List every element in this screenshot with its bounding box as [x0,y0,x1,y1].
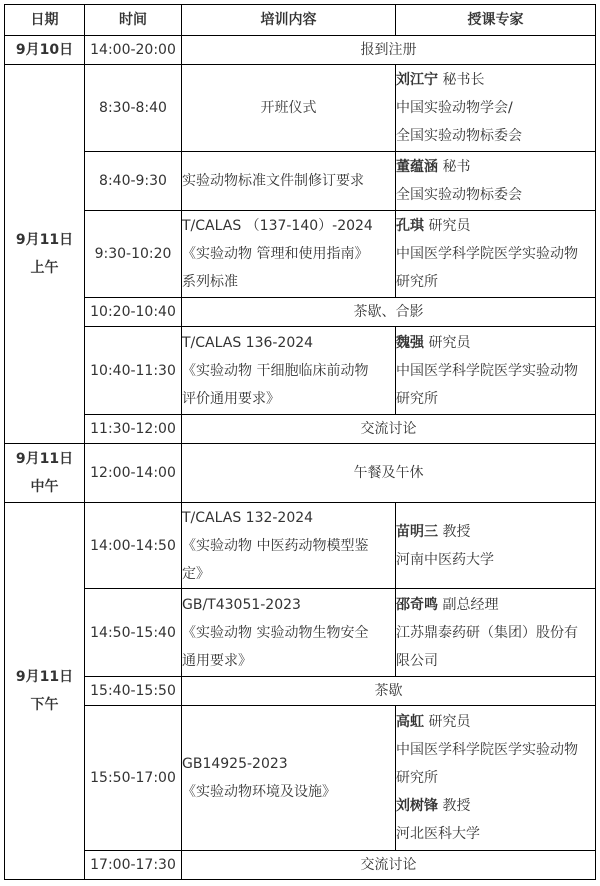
time-cell: 8:30-8:40 [85,65,182,152]
table-row [5,36,596,65]
table-row [5,415,596,444]
date-cell [5,444,85,503]
date-day: 9月11日 [15,232,74,248]
activity-cell: 报到注册 [182,36,596,65]
expert-org: 江苏鼎泰药研（集团）股份有 [396,624,578,641]
expert-org: 研究所 [396,390,438,407]
activity-cell: 茶歇 [182,677,596,706]
expert-title: 教授 [442,523,471,540]
expert-name: 高虹 [396,714,424,730]
expert-org: 研究所 [396,770,438,786]
expert-title: 副总经理 [442,596,499,613]
activity-cell: 交流讨论 [182,851,596,880]
content-cell [182,211,396,298]
expert-title: 研究员 [428,714,471,730]
expert-org: 河南中医药大学 [396,551,494,568]
expert-org: 河北医科大学 [396,826,480,842]
content-line: 《实验动物 干细胞临床前动物 [182,362,369,379]
date-day: 9月11日 [15,669,74,685]
time-cell: 15:50-17:00 [85,706,182,851]
activity-cell: 交流讨论 [182,415,596,444]
time-cell: 12:00-14:00 [85,444,182,503]
time-cell: 11:30-12:00 [85,415,182,444]
header-expert: 授课专家 [396,5,596,36]
expert-name: 孔琪 [396,218,424,234]
training-schedule-table [4,4,596,880]
expert-org: 中国实验动物学会/ [396,100,513,116]
content-line: GB14925-2023 [182,756,288,772]
content-line: 《实验动物 中医药动物模型鉴 [182,537,369,554]
expert-cell [396,589,596,677]
content-cell [182,503,396,589]
date-cell [5,503,85,880]
activity-cell: 午餐及午休 [182,444,596,503]
activity-cell: 茶歇、合影 [182,298,596,327]
table-row [5,444,596,503]
content-cell [182,589,396,677]
header-date: 日期 [5,5,85,36]
content-line: 评价通用要求》 [182,390,280,407]
expert-cell [396,503,596,589]
expert-org: 中国医学科学院医学实验动物 [396,246,578,262]
table-row [5,152,596,211]
date-cell: 9月10日 [5,36,85,65]
table-row [5,211,596,298]
expert-name: 邵奇鸣 [396,596,438,613]
content-line: T/CALAS 132-2024 [182,509,314,526]
expert-cell [396,706,596,851]
time-cell: 14:00-14:50 [85,503,182,589]
table-row [5,589,596,677]
time-cell: 17:00-17:30 [85,851,182,880]
expert-org: 研究所 [396,274,438,290]
expert-org: 限公司 [396,652,438,669]
expert-name: 刘江宁 [396,72,438,88]
date-period: 中午 [30,479,59,495]
expert-cell [396,327,596,415]
expert-org: 中国医学科学院医学实验动物 [396,742,578,758]
time-cell: 15:40-15:50 [85,677,182,706]
table-row [5,677,596,706]
date-day: 9月11日 [15,451,74,467]
expert-title: 秘书长 [442,72,485,88]
content-line: 《实验动物 实验动物生物安全 [182,624,369,641]
time-cell: 10:40-11:30 [85,327,182,415]
expert-name: 魏强 [396,334,424,351]
date-cell [5,65,85,444]
content-line: 定》 [182,565,210,582]
expert-title: 研究员 [428,218,471,234]
expert-title: 研究员 [428,334,471,351]
date-period: 下午 [30,697,59,713]
content-line: 系列标准 [182,274,238,290]
content-line: 实验动物标准文件制修订要求 [182,173,364,189]
time-cell: 14:50-15:40 [85,589,182,677]
content-line: T/CALAS （137-140）-2024 [182,218,373,234]
content-line: 通用要求》 [182,652,252,669]
content-cell [182,327,396,415]
time-cell: 10:20-10:40 [85,298,182,327]
content-cell [182,152,396,211]
table-row [5,65,596,152]
table-row [5,706,596,851]
expert-name: 苗明三 [396,523,438,540]
expert-org: 全国实验动物标委会 [396,128,522,144]
content-line: 《实验动物环境及设施》 [182,784,336,800]
content-cell [182,706,396,851]
expert-name: 刘树锋 [396,798,438,814]
expert-title: 秘书 [442,159,471,175]
table-row [5,298,596,327]
expert-org: 全国实验动物标委会 [396,187,522,203]
content-cell [182,65,396,152]
expert-cell [396,152,596,211]
expert-name: 董蕴涵 [396,159,438,175]
header-time: 时间 [85,5,182,36]
table-row [5,851,596,880]
content-line: 开班仪式 [260,100,317,116]
header-content: 培训内容 [182,5,396,36]
content-line: GB/T43051-2023 [182,596,301,613]
table-row [5,503,596,589]
expert-cell [396,65,596,152]
time-cell: 9:30-10:20 [85,211,182,298]
expert-title: 教授 [442,798,471,814]
content-line: T/CALAS 136-2024 [182,334,314,351]
header-row [5,5,596,36]
expert-cell [396,211,596,298]
date-period: 上午 [30,260,59,276]
time-cell: 14:00-20:00 [85,36,182,65]
table-row [5,327,596,415]
expert-org: 中国医学科学院医学实验动物 [396,362,578,379]
time-cell: 8:40-9:30 [85,152,182,211]
content-line: 《实验动物 管理和使用指南》 [182,246,369,262]
